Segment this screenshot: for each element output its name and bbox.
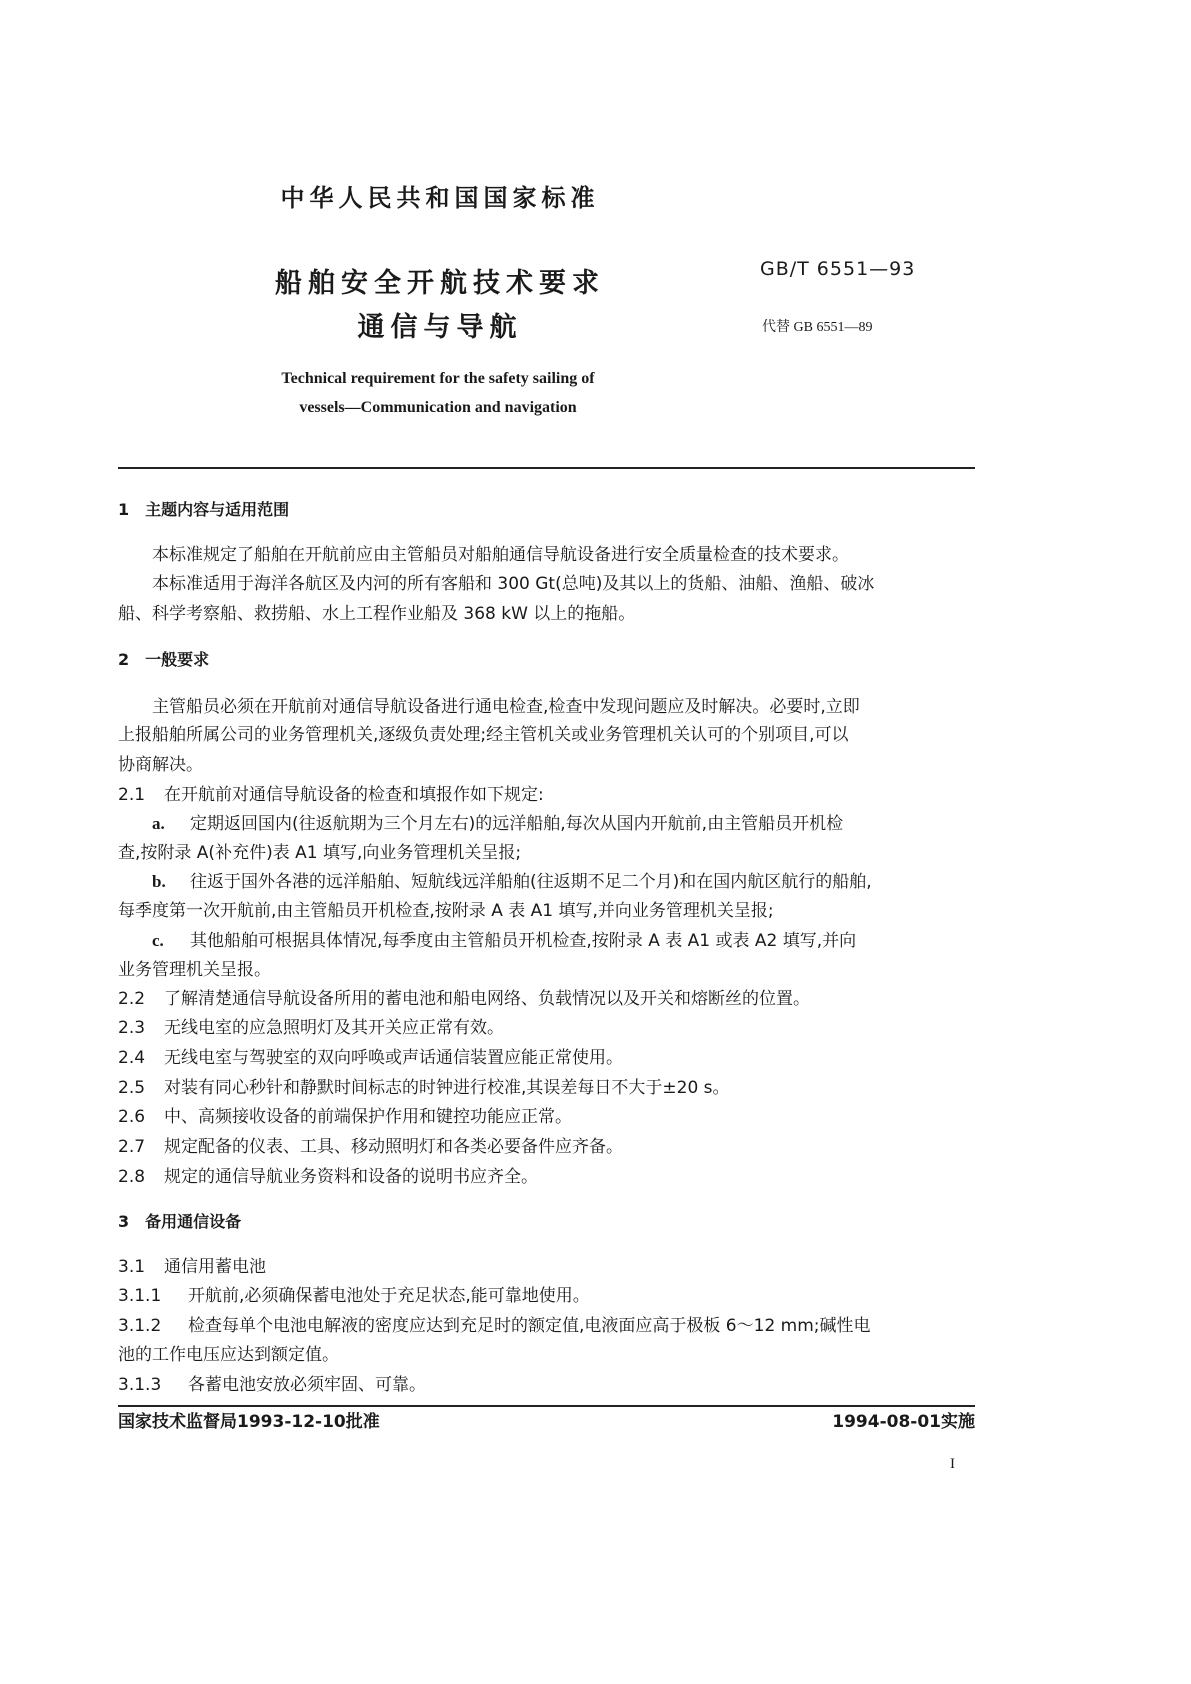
clause-number: 3.1.3: [118, 1375, 162, 1395]
clause-2-8: [118, 1166, 538, 1188]
clause-3-1-2: [118, 1315, 871, 1337]
paragraph-line: 上报船舶所属公司的业务管理机关,逐级负责处理;经主管机关或业务管理机关认可的个别项目,可以: [118, 725, 849, 745]
item-c: [118, 930, 856, 952]
doc-title-line2: 通信与导航: [357, 312, 523, 343]
item-text: 其他船舶可根据具体情况,每季度由主管船员开机检查,按附录 A 表 A1 或表 A2 填写,并向: [190, 931, 857, 951]
approval-date: 国家技术监督局1993-12-10批准: [118, 1412, 380, 1432]
clause-number: 2.8: [118, 1167, 146, 1187]
paragraph-line: 船、科学考察船、救捞船、水上工程作业船及 368 kW 以上的拖船。: [118, 604, 636, 624]
clause-text: 中、高频接收设备的前端保护作用和键控功能应正常。: [164, 1107, 572, 1127]
item-text-cont: 业务管理机关呈报。: [118, 960, 271, 980]
item-a: [118, 813, 843, 835]
english-title-line2: vessels—Communication and navigation: [299, 399, 577, 416]
clause-text: 规定的通信导航业务资料和设备的说明书应齐全。: [164, 1167, 538, 1187]
clause-number: 2.3: [118, 1018, 146, 1038]
section-1-heading: 1 主题内容与适用范围: [118, 500, 290, 519]
clause-text: 开航前,必须确保蓄电池处于充足状态,能可靠地使用。: [188, 1286, 590, 1306]
clause-number: 2.1: [118, 785, 146, 805]
item-letter: b.: [152, 872, 166, 891]
paragraph-line: 本标准规定了船舶在开航前应由主管船员对船舶通信导航设备进行安全质量检查的技术要求。: [152, 545, 849, 565]
clause-text: 在开航前对通信导航设备的检查和填报作如下规定:: [164, 785, 544, 805]
footer-divider: [118, 1405, 975, 1407]
clause-text: 通信用蓄电池: [164, 1257, 266, 1277]
clause-2-5: [118, 1077, 730, 1099]
clause-2-4: [118, 1047, 623, 1069]
clause-text: 无线电室与驾驶室的双向呼唤或声话通信装置应能正常使用。: [164, 1048, 623, 1068]
clause-2-6: [118, 1106, 572, 1128]
item-text: 定期返回国内(往返航期为三个月左右)的远洋船舶,每次从国内开航前,由主管船员开机检: [190, 814, 844, 834]
item-letter: a.: [152, 814, 165, 833]
page-number: I: [950, 1456, 955, 1472]
clause-number: 2.5: [118, 1078, 146, 1098]
clause-text: 无线电室的应急照明灯及其开关应正常有效。: [164, 1018, 504, 1038]
clause-text: 了解清楚通信导航设备所用的蓄电池和船电网络、负载情况以及开关和熔断丝的位置。: [164, 989, 810, 1009]
clause-number: 2.2: [118, 989, 146, 1009]
item-text-cont: 查,按附录 A(补充件)表 A1 填写,向业务管理机关呈报;: [118, 843, 522, 863]
standard-code: GB/T 6551—93: [760, 258, 916, 280]
section-2-heading: 2 一般要求: [118, 650, 210, 669]
clause-number: 2.7: [118, 1137, 146, 1157]
clause-text: 对装有同心秒针和静默时间标志的时钟进行校准,其误差每日不大于±20 s。: [164, 1078, 730, 1098]
effective-date: 1994-08-01实施: [832, 1412, 975, 1432]
english-title-line1: Technical requirement for the safety sailing of: [281, 370, 595, 387]
clause-number: 2.4: [118, 1048, 146, 1068]
clause-number: 3.1.2: [118, 1316, 162, 1336]
clause-number: 3.1.1: [118, 1286, 162, 1306]
clause-3-1: [118, 1256, 266, 1278]
item-letter: c.: [152, 931, 164, 950]
clause-text: 规定配备的仪表、工具、移动照明灯和各类必要备件应齐备。: [164, 1137, 623, 1157]
doc-title-line1: 船舶安全开航技术要求: [275, 268, 605, 299]
header-divider: [118, 467, 975, 469]
item-b: [118, 871, 872, 893]
item-text-cont: 每季度第一次开航前,由主管船员开机检查,按附录 A 表 A1 填写,并向业务管理机关呈报;: [118, 901, 774, 921]
item-text: 往返于国外各港的远洋船舶、短航线远洋船舶(往返期不足二个月)和在国内航区航行的船舶,: [190, 872, 872, 892]
paragraph-line: 本标准适用于海洋各航区及内河的所有客船和 300 Gt(总吨)及其以上的货船、油船、渔船、破冰: [152, 574, 875, 594]
section-3-heading: 3 备用通信设备: [118, 1212, 242, 1231]
clause-text-cont: 池的工作电压应达到额定值。: [118, 1345, 339, 1365]
paragraph-line: 协商解决。: [118, 755, 203, 775]
clause-3-1-1: [118, 1285, 590, 1307]
clause-number: 2.6: [118, 1107, 146, 1127]
paragraph-line: 主管船员必须在开航前对通信导航设备进行通电检查,检查中发现问题应及时解决。必要时,立即: [152, 697, 860, 717]
clause-2-1: [118, 784, 544, 806]
clause-2-3: [118, 1017, 504, 1039]
replaces-code: 代替 GB 6551—89: [762, 320, 873, 335]
clause-2-7: [118, 1136, 623, 1158]
national-standard-label: 中华人民共和国国家标准: [280, 184, 600, 212]
clause-number: 3.1: [118, 1257, 146, 1277]
clause-text: 检查每单个电池电解液的密度应达到充足时的额定值,电液面应高于极板 6～12 mm;碱性电: [188, 1316, 871, 1336]
clause-text: 各蓄电池安放必须牢固、可靠。: [188, 1375, 426, 1395]
clause-3-1-3: [118, 1374, 426, 1396]
clause-2-2: [118, 988, 810, 1010]
